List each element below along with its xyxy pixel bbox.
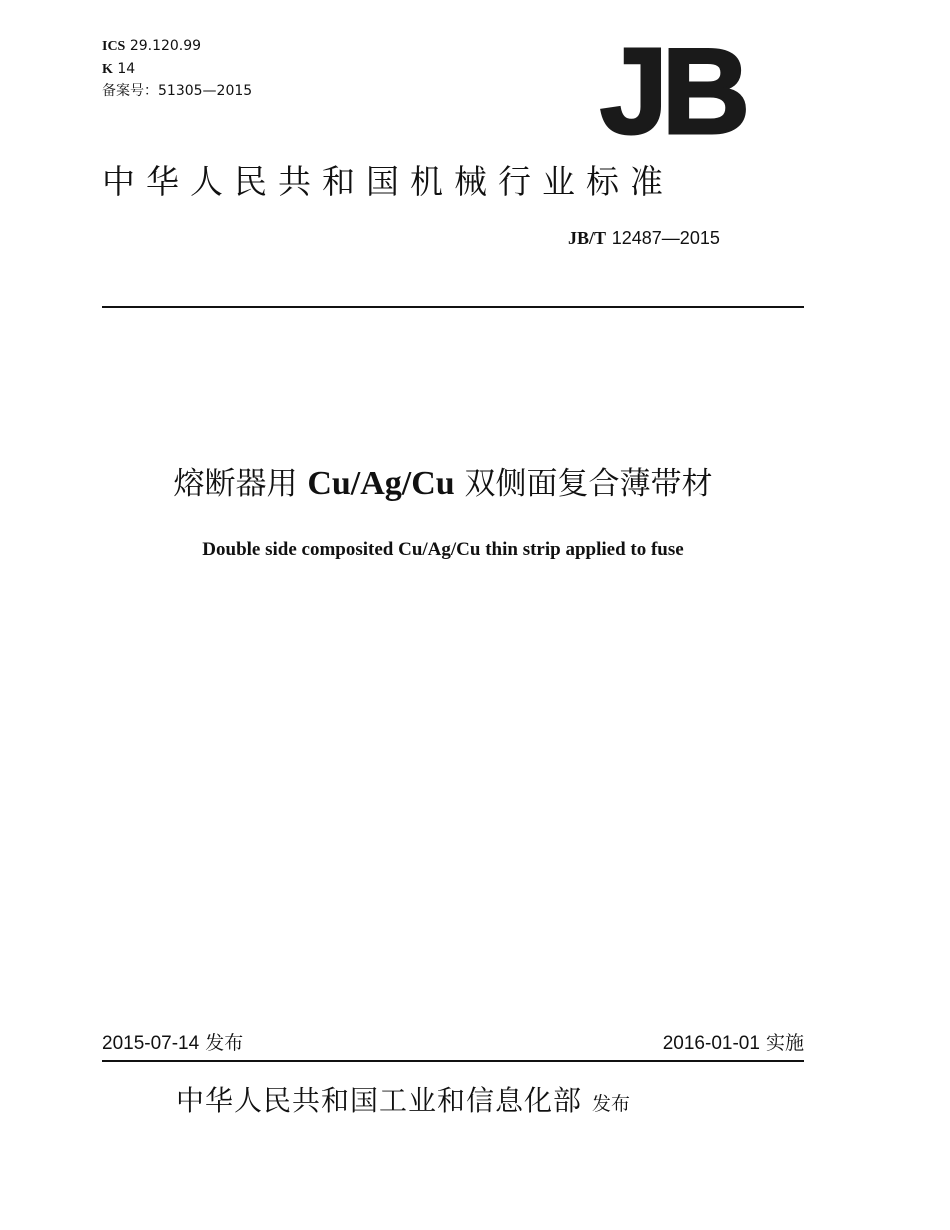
ics-code: 29.120.99: [129, 38, 202, 54]
record-number: 51305—2015: [158, 83, 253, 99]
ics-line: [102, 37, 201, 56]
title-cn-part1: 熔断器用: [173, 466, 298, 502]
publisher: [176, 1078, 776, 1124]
footer-divider: [102, 1060, 804, 1062]
ics-label: ICS: [102, 39, 126, 54]
record-label: 备案号：: [102, 83, 158, 99]
publisher-name: 中华人民共和国工业和信息化部: [176, 1084, 583, 1117]
issue-label: 发布: [205, 1032, 244, 1054]
title-cn-part2: 双侧面复合薄带材: [464, 466, 713, 502]
organization-title: 中华人民共和国机械行业标准: [102, 162, 674, 201]
issue-date: 2015-07-14: [102, 1033, 200, 1054]
issue-date-group: [102, 1030, 243, 1057]
k-label: K: [102, 62, 113, 77]
standard-code-number: 12487—2015: [611, 228, 720, 248]
document-title-en: Double side composited Cu/Ag/Cu thin strip applied to fuse: [202, 539, 684, 560]
k-code: 14: [117, 61, 136, 77]
standard-code-prefix: JB/T: [568, 228, 607, 248]
publisher-action: 发布: [592, 1093, 631, 1115]
record-line: [102, 82, 252, 100]
header-divider: [102, 306, 804, 308]
effective-date: 2016-01-01: [662, 1033, 760, 1054]
jb-logo: JB: [600, 23, 744, 159]
title-cn-latin: Cu/Ag/Cu: [307, 465, 455, 502]
document-title-cn: [0, 456, 886, 512]
effective-date-group: [663, 1030, 804, 1057]
k-line: [102, 60, 135, 79]
standard-code: [568, 226, 804, 251]
effective-label: 实施: [765, 1032, 804, 1054]
